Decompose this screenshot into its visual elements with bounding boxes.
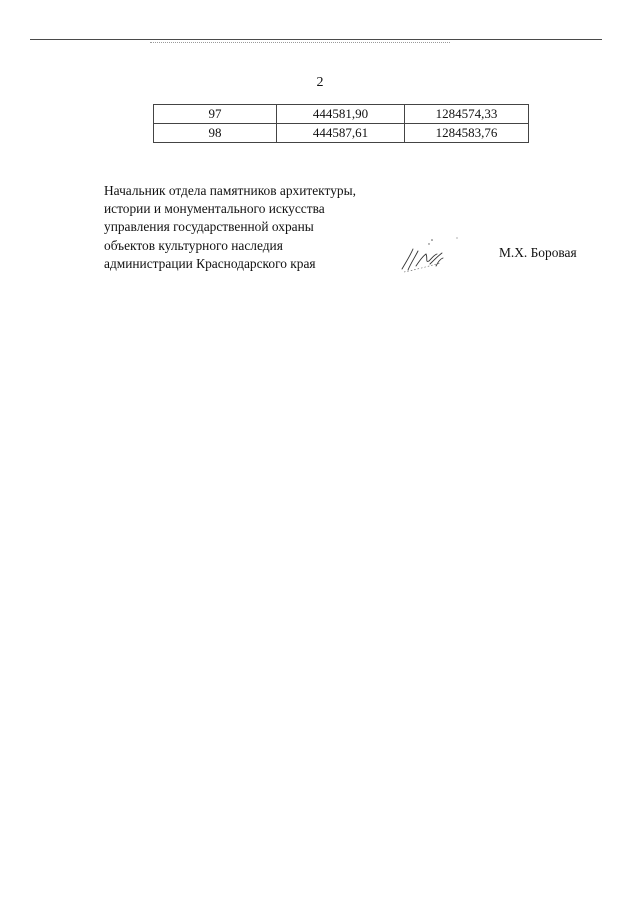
point-number-cell: 98 bbox=[154, 124, 277, 143]
point-number-cell: 97 bbox=[154, 105, 277, 124]
signatory-position-line: управления государственной охраны bbox=[104, 219, 314, 235]
signatory-position-line: истории и монументального искусства bbox=[104, 201, 325, 217]
table-row bbox=[154, 124, 529, 143]
coordinates-table bbox=[153, 104, 529, 143]
signatory-position-line: Начальник отдела памятников архитектуры, bbox=[104, 183, 356, 198]
handwritten-signature bbox=[396, 236, 460, 276]
scan-top-edge-noise bbox=[150, 42, 450, 43]
x-coordinate-cell: 444581,90 bbox=[277, 105, 405, 124]
y-coordinate-cell: 1284583,76 bbox=[405, 124, 529, 143]
x-coordinate-cell: 444587,61 bbox=[277, 124, 405, 143]
page-number: 2 bbox=[316, 75, 324, 90]
table-row bbox=[154, 105, 529, 124]
signatory-position-line: администрации Краснодарского края bbox=[104, 255, 316, 271]
scan-top-edge-line bbox=[30, 39, 602, 40]
y-coordinate-cell: 1284574,33 bbox=[405, 105, 529, 124]
signatory-name: М.Х. Боровая bbox=[499, 245, 577, 260]
signatory-position bbox=[104, 182, 356, 273]
signatory-position-line: объектов культурного наследия bbox=[104, 237, 283, 253]
